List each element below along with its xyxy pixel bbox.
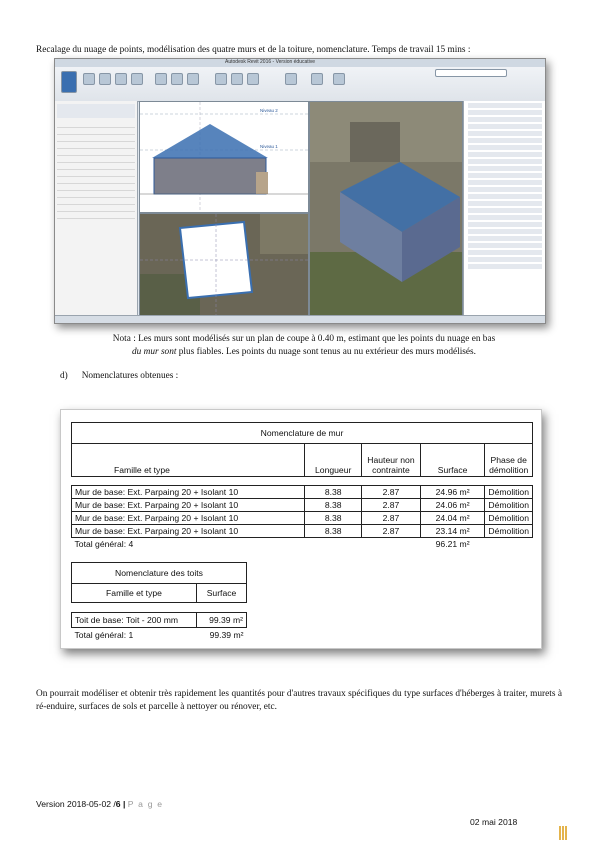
- level-1-label: Niveau 1: [260, 144, 278, 149]
- bar-mark: [565, 826, 567, 840]
- copy-icon: [187, 73, 199, 85]
- search-input: [435, 69, 507, 77]
- footer-version: Version 2018-05-02 /: [36, 799, 116, 809]
- project-browser: [463, 101, 546, 315]
- status-bar: [55, 315, 545, 324]
- mirror-icon: [231, 73, 243, 85]
- wall-icon: [99, 73, 111, 85]
- table-row: Mur de base: Ext. Parpaing 20 + Isolant 10 8.38 2.87 23.14 m² Démolition: [72, 525, 533, 538]
- 3d-view: [309, 101, 463, 317]
- col-longueur: Longueur: [305, 444, 362, 477]
- footer-page-number: 6: [115, 799, 121, 809]
- nota-paragraph: [96, 333, 512, 359]
- col-hauteur: Hauteur non contrainte: [362, 444, 421, 477]
- nota-line-2: [96, 346, 512, 359]
- revit-screenshot: [54, 58, 546, 324]
- plan-view: [139, 213, 309, 317]
- roof-total-label: Total général: 1: [74, 630, 134, 640]
- wall-total-label: Total général: 4: [74, 539, 134, 549]
- footer-date: 02 mai 2018: [470, 817, 518, 827]
- app-menu-icon: [61, 71, 77, 93]
- col-famille: Famille et type: [72, 444, 305, 477]
- decorative-bars: [559, 826, 567, 840]
- wall-schedule-title: Nomenclature de mur: [72, 423, 533, 444]
- table-row: Mur de base: Ext. Parpaing 20 + Isolant 10 8.38 2.87 24.06 m² Démolition: [72, 499, 533, 512]
- col-phase: Phase de démolition: [485, 444, 533, 477]
- footer-page: [36, 799, 163, 809]
- view-icon: [311, 73, 323, 85]
- wall-total-row: [72, 538, 533, 551]
- measure-icon: [285, 73, 297, 85]
- modify-icon: [83, 73, 95, 85]
- move-icon: [171, 73, 183, 85]
- nota-line-1: Nota : Les murs sont modélisés sur un plan de coupe à 0.40 m, estimant que les points du nuage en bas: [112, 334, 496, 344]
- footer-separator: |: [120, 799, 128, 809]
- point-cloud-3d-drawing: [310, 102, 462, 316]
- window-icon: [131, 73, 143, 85]
- roof-schedule-title: Nomenclature des toits: [72, 563, 247, 584]
- app-title: Autodesk Revit 2016 - Version éducative: [225, 59, 316, 65]
- roof-col-famille: Famille et type: [72, 584, 197, 603]
- schedules-image: [60, 409, 542, 649]
- table-row: Mur de base: Ext. Parpaing 20 + Isolant 10 8.38 2.87 24.04 m² Démolition: [72, 512, 533, 525]
- conclusion-paragraph: On pourrait modéliser et obtenir très rapidement les quantités pour d'autres travaux spécifiques du type surfaces d'héberges à traiter, murets à ré-enduire, surfaces de sols et parcelle à nettoyer ou rénover, etc.: [36, 689, 562, 712]
- col-surface: Surface: [420, 444, 485, 477]
- wall-total-surface: 96.21 m²: [435, 539, 470, 549]
- section-view: [139, 101, 309, 213]
- rotate-icon: [215, 73, 227, 85]
- footer-page-word: P a g e: [127, 799, 164, 809]
- plan-drawing: [140, 214, 308, 316]
- roof-schedule-table: [71, 562, 247, 642]
- ribbon-toolbar: [55, 59, 545, 102]
- intro-paragraph: Recalage du nuage de points, modélisation des quatre murs et de la toiture, nomenclature. Temps de travail 15 mins :: [36, 45, 471, 55]
- level-2-label: Niveau 2: [260, 108, 278, 113]
- filter-icon: [333, 73, 345, 85]
- section-drawing: [140, 102, 308, 212]
- properties-panel: [55, 101, 138, 315]
- nota-italic: du mur sont: [132, 347, 177, 357]
- bar-mark: [562, 826, 564, 840]
- nota-rest: plus fiables. Les points du nuage sont tenus au nu extérieur des murs modélisés.: [176, 347, 476, 357]
- trim-icon: [247, 73, 259, 85]
- table-row: Mur de base: Ext. Parpaing 20 + Isolant 10 8.38 2.87 24.96 m² Démolition: [72, 486, 533, 499]
- wall-schedule-table: [71, 422, 533, 550]
- section-heading: d) Nomenclatures obtenues :: [60, 371, 179, 381]
- door-icon: [115, 73, 127, 85]
- roof-total-surface: 99.39 m²: [209, 630, 244, 640]
- roof-col-surface: Surface: [197, 584, 247, 603]
- align-icon: [155, 73, 167, 85]
- bar-mark: [559, 826, 561, 840]
- table-row: Toit de base: Toit - 200 mm 99.39 m²: [72, 613, 247, 628]
- roof-total-row: [72, 628, 247, 643]
